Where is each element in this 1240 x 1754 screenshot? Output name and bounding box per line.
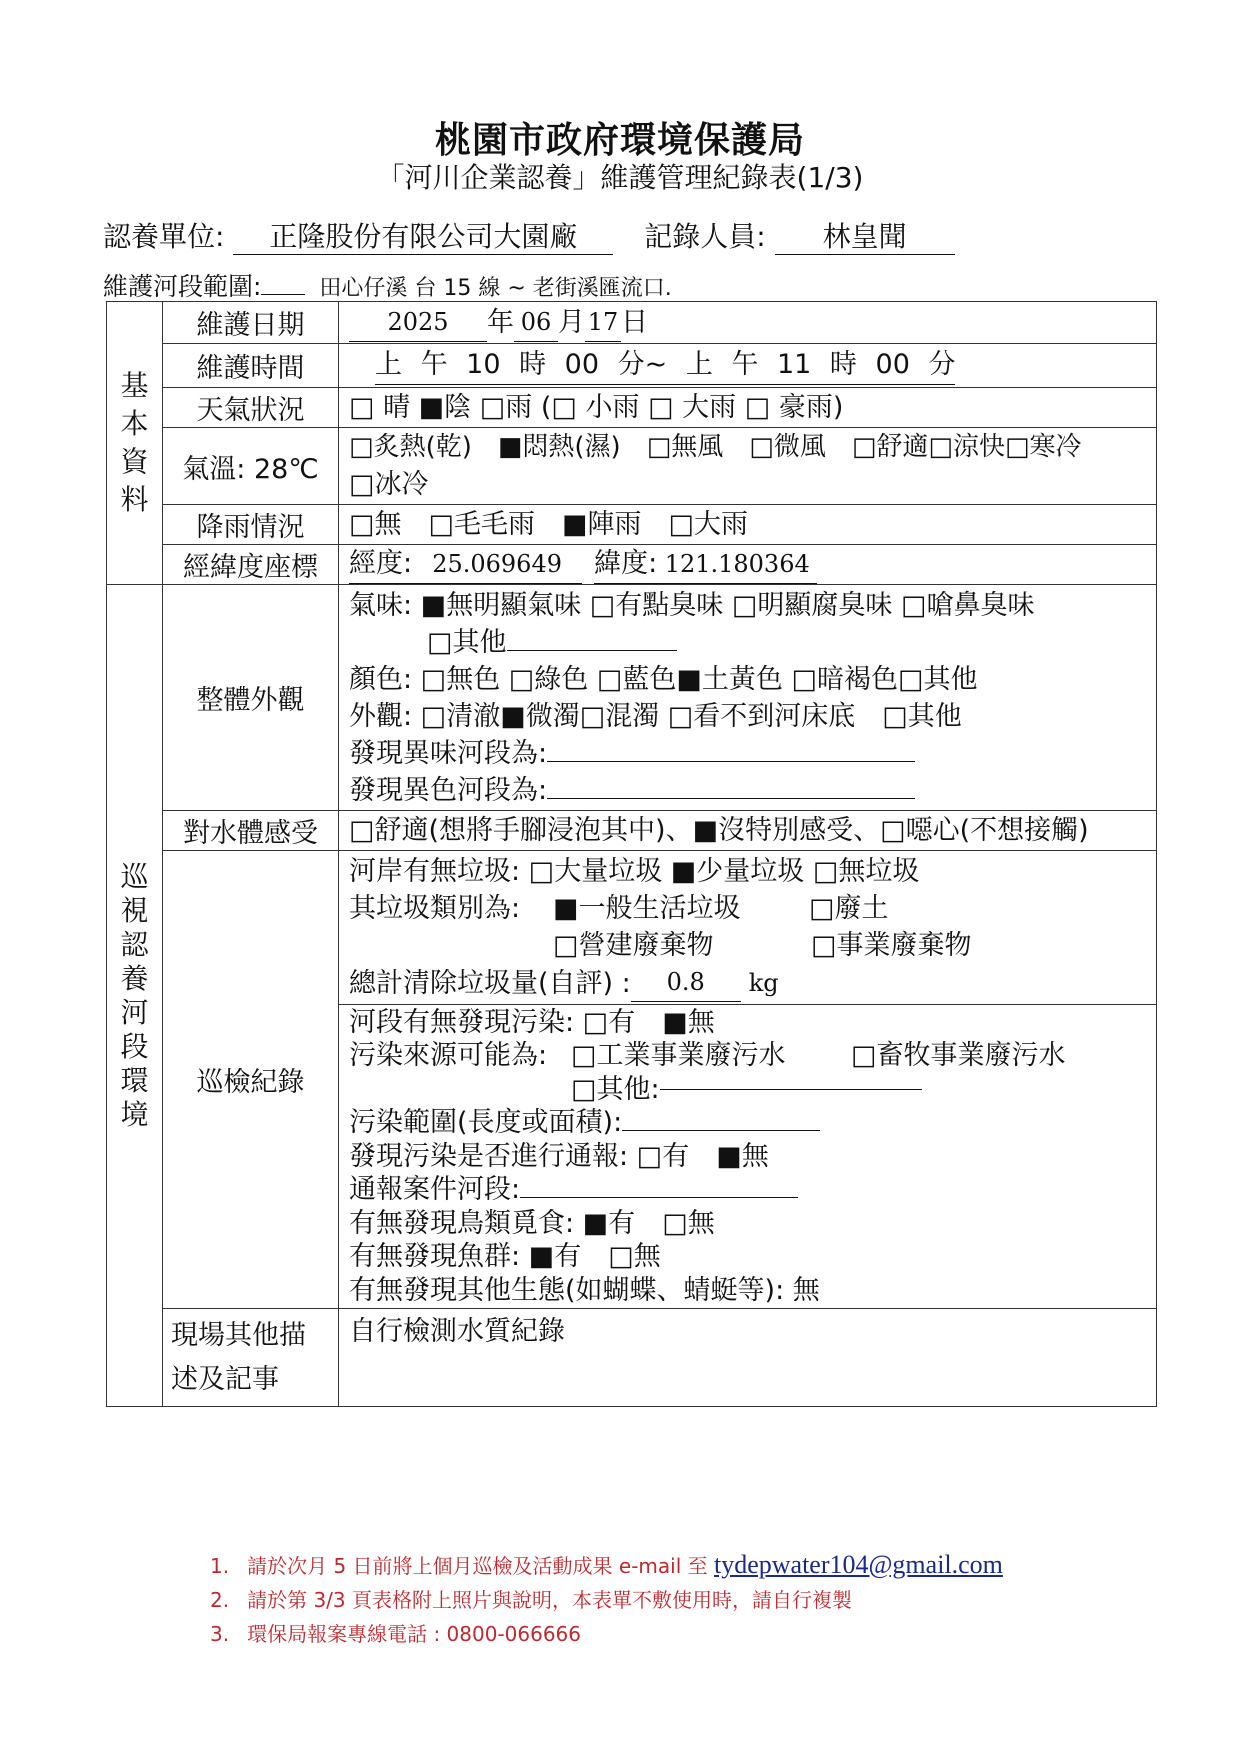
note-2: 2. 請於第 3/3 頁表格附上照片與說明，本表單不敷使用時，請自行複製 bbox=[210, 1588, 852, 1612]
temperature-options: □炙熱(乾) ■悶熱(濕) □無風 □微風 □舒適□涼快□寒冷 bbox=[349, 432, 1082, 462]
odor-options: 氣味: ■無明顯氣味 □有點臭味 □明顯腐臭味 □嗆鼻臭味 bbox=[349, 589, 1035, 621]
trash-type-construction: □營建廢棄物 bbox=[553, 930, 714, 961]
footer-notes bbox=[210, 1548, 1003, 1651]
trash-total-value: 0.8 bbox=[631, 964, 741, 1002]
look-options: 外觀: □清澈■微濁□混濁 □看不到河床底 □其他 bbox=[349, 700, 962, 732]
other-ecology: 有無發現其他生態(如蝴蝶、蜻蜓等): 無 bbox=[349, 1274, 820, 1306]
weather-value: □ 晴 ■陰 □雨 (□ 小雨 □ 大雨 □ 豪雨) bbox=[339, 388, 1157, 428]
trash-total-label: 總計清除垃圾量(自評) : bbox=[349, 967, 631, 999]
trash-options: 河岸有無垃圾: □大量垃圾 ■少量垃圾 □無垃圾 bbox=[349, 856, 920, 887]
temperature-value bbox=[339, 428, 1157, 505]
basic-info-section: 基本資料 bbox=[107, 302, 163, 585]
report-section-label: 通報案件河段: bbox=[349, 1174, 521, 1206]
date-value: 2025 年 06 月 17 日 bbox=[339, 302, 1157, 344]
pollution-found: 河段有無發現污染: □有 ■無 bbox=[349, 1006, 715, 1038]
inspection-label: 巡檢紀錄 bbox=[163, 851, 339, 1309]
other-notes-value: 自行檢測水質紀錄 bbox=[339, 1309, 1157, 1407]
date-label: 維護日期 bbox=[163, 302, 339, 344]
patrol-section: 巡視認養河段環境 bbox=[107, 585, 163, 1407]
date-year: 2025 bbox=[349, 303, 487, 342]
trash-value bbox=[339, 851, 1157, 1005]
rain-value: □無 □毛毛雨 ■陣雨 □大雨 bbox=[339, 505, 1157, 545]
river-range-value: 田心仔溪 台 15 線 ~ 老街溪匯流口. bbox=[319, 276, 672, 301]
fish-status: 有無發現魚群: ■有 □無 bbox=[349, 1241, 661, 1273]
trash-type-business: □事業廢棄物 bbox=[811, 930, 972, 961]
page-title: 桃園市政府環境保護局 bbox=[434, 120, 805, 161]
adopt-unit-value: 正隆股份有限公司大園廠 bbox=[233, 220, 613, 255]
longitude-label: 經度: bbox=[349, 545, 412, 584]
trash-type-soil: □廢土 bbox=[809, 893, 889, 924]
water-feel-value: □舒適(想將手腳浸泡其中)、■沒特別感受、□噁心(不想接觸) bbox=[339, 811, 1157, 851]
recorder-value: 林皇聞 bbox=[775, 220, 955, 255]
bird-status: 有無發現鳥類覓食: ■有 □無 bbox=[349, 1207, 715, 1239]
appearance-label: 整體外觀 bbox=[163, 585, 339, 811]
other-notes-label: 現場其他描述及記事 bbox=[163, 1309, 339, 1407]
note-1: 1. 請於次月 5 日前將上個月巡檢及活動成果 e-mail 至 tydepwater104@gmail.com bbox=[210, 1550, 1003, 1579]
pollution-source-label: 污染來源可能為: bbox=[349, 1040, 548, 1072]
time-value: 上 午 10 時 00 分~ 上 午 11 時 00 分 bbox=[339, 344, 1157, 388]
contact-email-link[interactable]: tydepwater104@gmail.com bbox=[713, 1550, 1003, 1579]
adopt-unit-label: 認養單位: bbox=[103, 220, 225, 253]
recorder-label: 記錄人員: bbox=[644, 220, 766, 253]
record-table bbox=[106, 301, 1157, 1407]
pollution-source-livestock: □畜牧事業廢污水 bbox=[851, 1040, 1066, 1072]
longitude-value: 25.069649 bbox=[412, 545, 582, 584]
note-3: 3. 環保局報案專線電話 : 0800-066666 bbox=[210, 1622, 582, 1646]
temperature-label: 氣溫: 28℃ bbox=[163, 428, 339, 505]
pollution-range-label: 污染範圍(長度或面積): bbox=[349, 1107, 623, 1139]
odor-section-label: 發現異味河段為: bbox=[349, 737, 548, 769]
color-section-label: 發現異色河段為: bbox=[349, 774, 548, 806]
report-status: 發現污染是否進行通報: □有 ■無 bbox=[349, 1140, 769, 1172]
date-day: 17 bbox=[585, 303, 621, 342]
pollution-value bbox=[339, 1005, 1157, 1309]
appearance-value bbox=[339, 585, 1157, 811]
weather-label: 天氣狀況 bbox=[163, 388, 339, 428]
color-options: 顏色: □無色 □綠色 □藍色■土黃色 □暗褐色□其他 bbox=[349, 663, 978, 695]
latitude-label: 緯度: bbox=[594, 545, 657, 584]
coordinate-label: 經緯度座標 bbox=[163, 545, 339, 585]
date-month: 06 bbox=[514, 303, 558, 342]
odor-other: □其他 bbox=[427, 626, 507, 658]
trash-total-unit: kg bbox=[748, 968, 779, 997]
pollution-source-industrial: □工業事業廢污水 bbox=[571, 1040, 786, 1072]
time-label: 維護時間 bbox=[163, 344, 339, 388]
temperature-options-2: □冰冷 bbox=[349, 469, 429, 500]
rain-label: 降雨情況 bbox=[163, 505, 339, 545]
coordinate-value bbox=[339, 545, 1157, 585]
latitude-value: 121.180364 bbox=[657, 545, 817, 584]
river-range-row bbox=[103, 267, 672, 303]
pollution-source-other: □其他: bbox=[571, 1073, 660, 1105]
adopt-unit-row bbox=[103, 215, 955, 255]
trash-type-label: 其垃圾類別為: bbox=[349, 893, 521, 924]
river-range-label: 維護河段範圍: bbox=[103, 272, 262, 301]
form-subtitle: 「河川企業認養」維護管理紀錄表(1/3) bbox=[376, 161, 864, 194]
water-feel-label: 對水體感受 bbox=[163, 811, 339, 851]
trash-type-general: ■一般生活垃圾 bbox=[553, 893, 741, 924]
